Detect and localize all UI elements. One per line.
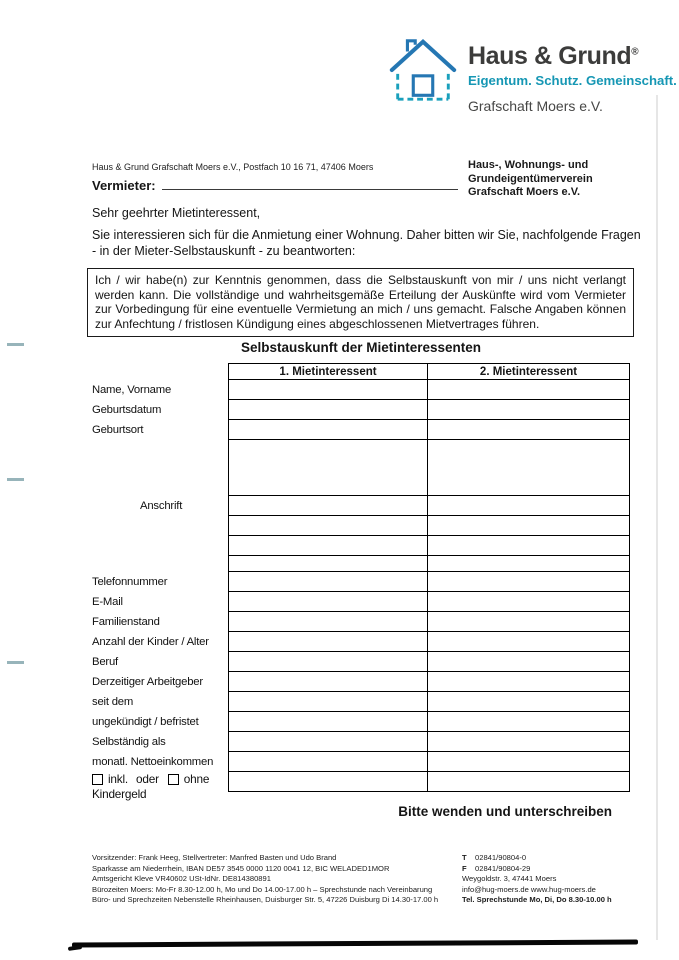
footer-right-block [462, 853, 612, 906]
footer-email-web: info@hug-moers.de www.hug-moers.de [462, 884, 596, 894]
cell-mietinteressent-2[interactable] [428, 732, 630, 752]
checkbox-ohne-label: ohne [183, 772, 210, 786]
vermieter-label: Vermieter: [92, 178, 156, 193]
row-label [92, 536, 228, 556]
row-label: Beruf [92, 656, 119, 668]
table-header-row [92, 363, 630, 380]
cell-mietinteressent-2[interactable] [428, 536, 630, 556]
checkbox-inkl[interactable] [92, 774, 103, 785]
cell-mietinteressent-2[interactable] [428, 632, 630, 652]
cell-mietinteressent-2[interactable] [428, 400, 630, 420]
checkbox-ohne[interactable] [168, 774, 179, 785]
footer-line: Büro- und Sprechzeiten Nebenstelle Rheinhausen, Duisburger Str. 5, 47226 Duisburg Di 14.30-17.00 h [92, 895, 439, 905]
sender-address-line: Haus & Grund Grafschaft Moers e.V., Postfach 10 16 71, 47406 Moers [92, 162, 374, 172]
table-row [92, 400, 630, 420]
cell-mietinteressent-2[interactable] [428, 572, 630, 592]
table-row [92, 440, 630, 496]
intro-line-1: Sie interessieren sich für die Anmietung einer Wohnung. Daher bitten wir Sie, nachfolgende Fragen [92, 228, 641, 242]
org-block-line: Haus-, Wohnungs- und [468, 159, 589, 171]
table-row [92, 556, 630, 572]
org-block-line: Grundeigentümerverein [468, 172, 593, 185]
registered-mark: ® [631, 46, 639, 58]
cell-mietinteressent-1[interactable] [228, 556, 428, 572]
checkbox-connector-label: oder [135, 772, 159, 786]
table-row [92, 752, 630, 772]
table-row [92, 612, 630, 632]
margin-mark [7, 478, 24, 481]
fax-prefix: F [462, 863, 467, 873]
checkbox-inkl-label: inkl. [108, 772, 128, 786]
table-row [92, 652, 630, 672]
cell-mietinteressent-2[interactable] [428, 652, 630, 672]
row-label: Selbständig als [92, 736, 166, 748]
cell-mietinteressent-2[interactable] [428, 592, 630, 612]
column-header-1: 1. Mietinteressent [228, 363, 428, 380]
cell-mietinteressent-1[interactable] [228, 752, 428, 772]
cell-mietinteressent-1[interactable] [228, 380, 428, 400]
table-row [92, 732, 630, 752]
cell-mietinteressent-1[interactable] [228, 672, 428, 692]
cell-mietinteressent-2[interactable] [428, 516, 630, 536]
footer-line: Vorsitzender: Frank Heeg, Stellvertreter: Manfred Basten und Udo Brand [92, 853, 337, 862]
cell-mietinteressent-1[interactable] [228, 652, 428, 672]
row-label: Geburtsort [92, 424, 144, 436]
cell-mietinteressent-1[interactable] [228, 400, 428, 420]
cell-mietinteressent-2[interactable] [428, 556, 630, 572]
cell-mietinteressent-1[interactable] [228, 692, 428, 712]
row-label: Name, Vorname [92, 384, 172, 396]
footer-street-address: Weygoldstr. 3, 47441 Moers [462, 874, 557, 884]
cell-mietinteressent-2[interactable] [428, 752, 630, 772]
row-label [92, 516, 228, 536]
table-row [92, 496, 630, 516]
phone-prefix: T [462, 853, 467, 862]
salutation: Sehr geehrter Mietinteressent, [92, 206, 261, 220]
row-label [92, 556, 228, 572]
scan-artifact-blob [68, 945, 82, 951]
closing-instruction: Bitte wenden und unterschreiben [398, 804, 612, 819]
vermieter-blank-field[interactable] [162, 176, 458, 190]
selbstauskunft-table-body [92, 380, 630, 801]
intro-line-2: - in der Mieter-Selbstauskunft - zu beantworten: [92, 243, 356, 258]
cell-mietinteressent-1[interactable] [228, 516, 428, 536]
vermieter-row [92, 176, 458, 193]
row-label: monatl. Nettoeinkommen [92, 756, 214, 768]
cell-mietinteressent-1[interactable] [228, 420, 428, 440]
footer-line: Bürozeiten Moers: Mo-Fr 8.30-12.00 h, Mo und Do 14.00-17.00 h – Sprechstunde nach Vereinbarung [92, 884, 433, 894]
notice-box: Ich / wir habe(n) zur Kenntnis genommen, dass die Selbstauskunft von mir / uns nicht verlangt werden kann. Die vollständige und wahrheitsgemäße Erteilung der Auskünfte wird vom Vermieter zur Vorbedingung für eine eventuelle Vermietung an mich / uns gemacht. Falsche Angaben können zur Anfechtung / fristlosen Kündigung eines abgeschlossenen Mietvertrages führen. [87, 268, 634, 337]
table-row [92, 380, 630, 400]
margin-mark [7, 343, 24, 346]
table-row [92, 672, 630, 692]
footer-phone: T 02841/90804-0 [462, 853, 527, 862]
cell-mietinteressent-1[interactable] [228, 772, 428, 792]
row-label: seit dem [92, 696, 134, 708]
table-row [92, 536, 630, 556]
table-row [92, 712, 630, 732]
logo-org-name: Grafschaft Moers e.V. [468, 98, 603, 114]
footer-left-block [92, 853, 438, 906]
haus-und-grund-logo [384, 34, 677, 114]
cell-mietinteressent-2[interactable] [428, 712, 630, 732]
row-label: Anschrift [140, 500, 183, 512]
table-row [92, 572, 630, 592]
table-row [92, 632, 630, 652]
table-row [92, 516, 630, 536]
form-title: Selbstauskunft der Mietinteressenten [240, 340, 482, 355]
row-label: Anzahl der Kinder / Alter [92, 636, 209, 648]
cell-mietinteressent-1[interactable] [228, 632, 428, 652]
row-label: E-Mail [92, 596, 123, 608]
footer-line: Sparkasse am Niederrhein, IBAN DE57 3545 0000 1120 0041 12, BIC WELADED1MOR [92, 863, 390, 873]
scan-edge-line [656, 95, 658, 940]
row-label: Derzeitiger Arbeitgeber [92, 676, 203, 688]
cell-mietinteressent-2[interactable] [428, 672, 630, 692]
cell-mietinteressent-2[interactable] [428, 612, 630, 632]
cell-mietinteressent-1[interactable] [228, 732, 428, 752]
house-icon [384, 34, 462, 106]
header-spacer [92, 363, 228, 380]
row-label: Familienstand [92, 616, 160, 628]
margin-mark [7, 661, 24, 664]
column-header-2: 2. Mietinteressent [428, 363, 630, 380]
cell-mietinteressent-1[interactable] [228, 612, 428, 632]
row-label [92, 772, 228, 801]
cell-mietinteressent-1[interactable] [228, 592, 428, 612]
table-row [92, 772, 630, 801]
table-row [92, 420, 630, 440]
cell-mietinteressent-1[interactable] [228, 572, 428, 592]
cell-mietinteressent-2[interactable] [428, 496, 630, 516]
row-label: Telefonnummer [92, 576, 168, 588]
cell-mietinteressent-1[interactable] [228, 496, 428, 516]
footer-line: Amtsgericht Kleve VR40602 USt-IdNr. DE814380891 [92, 874, 271, 884]
cell-mietinteressent-2[interactable] [428, 772, 630, 792]
cell-mietinteressent-2[interactable] [428, 420, 630, 440]
kindergeld-label: Kindergeld [92, 787, 147, 801]
org-block-line: Grafschaft Moers e.V. [468, 186, 581, 198]
cell-mietinteressent-2[interactable] [428, 440, 630, 496]
table-row [92, 692, 630, 712]
footer-consultation-hours: Tel. Sprechstunde Mo, Di, Do 8.30-10.00 h [462, 895, 612, 905]
footer-fax: F 02841/90804-29 [462, 863, 531, 873]
org-block [468, 159, 593, 200]
cell-mietinteressent-1[interactable] [228, 712, 428, 732]
cell-mietinteressent-2[interactable] [428, 692, 630, 712]
row-label [92, 440, 228, 496]
row-label: ungekündigt / befristet [92, 716, 199, 728]
table-row [92, 592, 630, 612]
cell-mietinteressent-2[interactable] [428, 380, 630, 400]
intro-paragraph [92, 228, 652, 259]
row-label: Geburtsdatum [92, 404, 162, 416]
selbstauskunft-table [92, 363, 630, 801]
scan-artifact-line [72, 940, 638, 947]
brand-tagline: Eigentum. Schutz. Gemeinschaft. [468, 73, 677, 88]
cell-mietinteressent-1[interactable] [228, 440, 428, 496]
brand-name: Haus & Grund® [468, 42, 639, 70]
cell-mietinteressent-1[interactable] [228, 536, 428, 556]
